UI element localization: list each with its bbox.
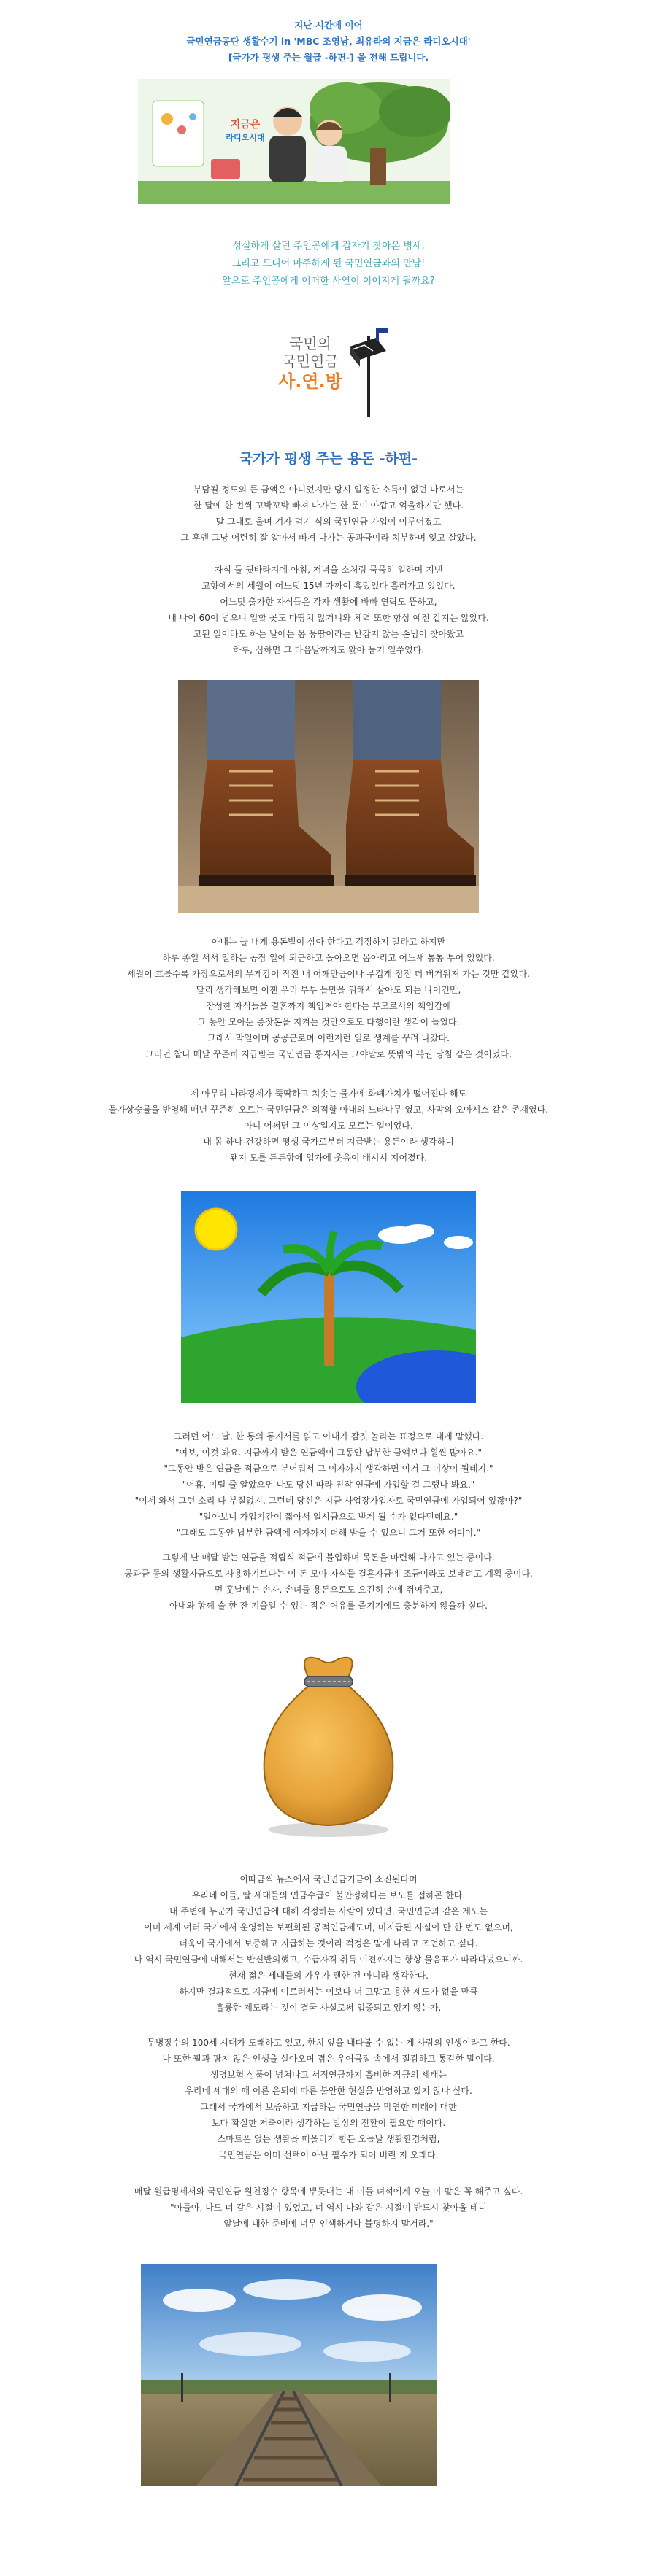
teaser-line: 앞으로 주인공에게 어떠한 사연이 이어지게 될까요?	[222, 276, 435, 287]
para-line: 물가상승률을 반영해 매년 꾸준히 오르는 국민연금은 외적할 아내의 느타나무 였고, 사막의 오아시스 같은 존재였다.	[108, 1105, 549, 1115]
para-line: 보다 확실한 저축이라 생각하는 발상의 전환이 필요한 때이다.	[211, 2118, 446, 2128]
para-line: 말 그대로 울며 겨자 먹기 식의 국민연금 가입이 이루어졌고	[215, 517, 442, 527]
paragraph-9	[0, 2184, 657, 2232]
para-line: "어휴, 이럴 줄 알았으면 나도 당신 따라 진작 연금에 가입할 걸 그랬나 봐요."	[182, 1480, 475, 1490]
oasis-palm-image	[181, 1191, 476, 1403]
para-line: 현재 젊은 세대들의 가우가 괜한 건 아니라 생각한다.	[228, 1970, 429, 1981]
section-title: 국가가 평생 주는 용돈 -하편-	[239, 451, 418, 467]
paragraph-8	[0, 2035, 657, 2163]
intro-line: [국가가 평생 주는 월급 -하편-] 을 전해 드립니다.	[228, 52, 429, 63]
para-line: 하지만 결과적으로 지금에 이르러서는 이보다 더 고맙고 용한 제도가 없을 만큼	[179, 1987, 478, 1997]
para-line: 아니 어쩌면 그 이상일지도 모르는 일이었다.	[244, 1121, 413, 1131]
logo-line3: 사.연.방	[278, 371, 342, 392]
para-line: 나 또한 팔과 팜지 않은 인생을 살아오며 겪은 우여곡절 속에서 절감하고 통감한 말이다.	[162, 2054, 495, 2064]
logo-line2: 국민연금	[282, 352, 339, 370]
para-line: 고된 일이라도 하는 날에는 몸 뭉땅이라는 반갑지 않는 손님이 찾아왔고	[193, 629, 464, 639]
para-line: 공과금 등의 생활자금으로 사용하기보다는 이 돈 모아 자식들 결혼자금에 조금이라도 보태려고 계획 중이다.	[124, 1569, 533, 1579]
paragraph-7	[0, 1871, 657, 2016]
para-line: 그 동안 모아둔 종잣돈을 지켜는 것만으로도 다행이란 생각이 들었다.	[197, 1017, 460, 1027]
paragraph-2	[0, 562, 657, 658]
logo-line1: 국민의	[289, 335, 331, 352]
para-line: 스마트폰 없는 생활을 떠올리기 힘든 오늘날 생활환경처럼,	[217, 2134, 440, 2144]
para-line: 그러던 찰나 매달 꾸준히 지급받는 국민연금 통지서는 그야말로 뜻밖의 복권 당첨 같은 것이었다.	[145, 1049, 512, 1059]
para-line: 우리네 이들, 딸 세대들의 연금수급이 불안정하다는 보도를 접하곤 한다.	[191, 1890, 466, 1900]
radio-badge-line2: 라디오시대	[226, 133, 265, 142]
para-line: 국민연금은 이미 선택이 아닌 필수가 되어 버린 지 오래다.	[218, 2150, 439, 2160]
money-bag-icon	[239, 1644, 418, 1841]
teaser-text	[0, 238, 657, 290]
para-line: 이따금씩 뉴스에서 국민연금기금이 소진된다며	[239, 1874, 418, 1884]
paragraph-5	[0, 1428, 657, 1541]
para-line: 더욱이 국가에서 보증하고 지급하는 것이라 걱정은 말게 나라고 조언하고 싶다.	[179, 1938, 478, 1949]
para-line: 그래서 국가에서 보증하고 지급하는 국민연금을 막연한 미래에 대한	[200, 2102, 457, 2112]
para-line: 내 나이 60이 넘으니 일할 곳도 마땅치 않거니와 체력 또한 항상 예전 같지는 않았다.	[168, 613, 489, 623]
para-line: 그렇게 난 매달 받는 연금을 적립식 적금에 불입하며 목돈을 마련해 나가고 있는 중이다.	[162, 1552, 495, 1563]
para-line: 자식 둘 뒷바라지에 아침, 저녁을 소처럼 묵묵히 일하며 지낸	[214, 565, 443, 575]
para-line: 우리네 세대의 때 이른 은퇴에 따른 불안한 현실을 반영하고 있지 않나 싶다.	[185, 2086, 472, 2096]
para-line: 고향에서의 세월이 어느덧 15년 가까이 흑렀었다 흘러가고 있었다.	[201, 581, 456, 591]
para-line: 아내는 늘 내게 용돈벌이 삼아 한다고 걱정하지 말라고 하지만	[211, 937, 446, 947]
para-line: 제 아무리 나라경제가 뚝딱하고 치솟는 물가에 화폐가치가 떨어진다 해도	[190, 1088, 467, 1099]
para-line: 나 역시 국민연금에 대해서는 반신반의했고, 수급자격 취득 이전까지는 항상 물음표가 따라다녔으니까.	[134, 1954, 523, 1965]
money-bag-image	[239, 1644, 418, 1841]
para-line: "아들아, 나도 너 같은 시절이 있었고, 너 역시 나와 같은 시절이 반드시 찾아올 테니	[170, 2202, 487, 2213]
radio-show-illustration	[138, 79, 450, 204]
para-line: 달리 생각해보면 이젠 우리 부부 들만을 위해서 살아도 되는 나이건만,	[196, 985, 461, 995]
para-line: 세월이 흐를수록 가장으로서의 무게감이 작진 내 어깨만큼이나 무겁게 점점 더 버거워져 가는 것만 같았다.	[127, 969, 530, 979]
radio-badge-line1: 지금은	[230, 119, 261, 131]
para-line: 매달 월급명세서와 국민연금 원천징수 항목에 뿌듯대는 내 이들 녀석에게 오늘 이 말은 꼭 해주고 싶다.	[134, 2186, 523, 2197]
para-line: 어느덧 출가한 자식들은 각자 생활에 바빠 연락도 뜸하고,	[220, 597, 437, 607]
para-line: 그래서 막일이며 공공근로며 이런저런 일로 생계를 꾸려 나갔다.	[207, 1033, 450, 1043]
para-line: 앞날에 대한 준비에 너무 인색하거나 불평하지 말거라."	[223, 2219, 434, 2229]
para-line: 내 주변에 누군가 국민연금에 대해 걱정하는 사람이 있다면, 국민연금과 같은 제도는	[169, 1906, 488, 1916]
para-line: "그래도 그동안 납부한 금액에 이자까지 더해 받을 수 있으니 그거 또한 어디야."	[176, 1528, 481, 1538]
railroad-tracks-illustration	[141, 2264, 437, 2486]
para-line: 하루 종일 서서 일하는 공장 일에 퇴근하고 돌아오면 몸아리고 어느새 통통 부어 있었다.	[162, 953, 495, 963]
mailbox-icon	[347, 322, 391, 418]
work-boots-image	[178, 680, 479, 913]
para-line: 부담될 정도의 큰 금액은 아니었지만 당시 일정한 소득이 없던 나로서는	[193, 484, 464, 495]
para-line: 그러던 어느 날, 한 통의 통지서를 읽고 아내가 잠짓 놀라는 표정으로 내게 말했다.	[173, 1431, 484, 1442]
para-line: 생명보험 상품이 넘쳐나고 서적연금까지 흘비한 작금의 세태는	[210, 2070, 447, 2080]
intro-text	[0, 18, 657, 66]
intro-line: 지난 시간에 이어	[294, 20, 363, 31]
teaser-line: 그리고 드디어 마주하게 된 국민연금과의 만남!	[231, 258, 426, 269]
para-line: 왠지 모를 든든함에 입가에 웃음이 배시시 지어졌다.	[229, 1153, 428, 1163]
work-boots-illustration	[178, 680, 479, 913]
paragraph-3	[0, 934, 657, 1062]
railroad-tracks-image	[141, 2264, 437, 2486]
paragraph-1	[0, 481, 657, 546]
para-line: "알아보니 가입기간이 짧아서 일시금으로 받게 될 수가 없다던데요."	[199, 1512, 458, 1522]
para-line: 하루, 심하면 그 다음날까지도 앓아 눕기 일쑤였다.	[232, 645, 425, 655]
oasis-palm-illustration	[181, 1191, 476, 1403]
para-line: 먼 훗날에는 손자, 손녀들 용돈으로도 요긴히 손에 쥐여주고,	[214, 1585, 443, 1595]
para-line: 장성한 자식들을 결혼까지 책임져야 한다는 부모로서의 책임감에	[206, 1001, 451, 1011]
para-line: 내 몸 하나 건강하면 평생 국가로부터 지급받는 용돈이라 생각하니	[203, 1137, 454, 1147]
para-line: "여보, 이것 봐요. 지금까지 받은 연금액이 그동안 납부한 금액보다 훨씬 많아요."	[175, 1447, 482, 1458]
intro-line: 국민연금공단 생활수기 in 'MBC 조영남, 최유라의 지금은 라디오시대'	[186, 36, 471, 47]
paragraph-6	[0, 1550, 657, 1614]
para-line: "이제 와서 그런 소리 다 부질없지. 그런데 당신은 지금 사업장가입자로 국민연금에 가입되어 있잖아?"	[134, 1496, 523, 1506]
logo-text	[274, 335, 347, 393]
radio-show-image	[138, 79, 450, 204]
para-line: "그동안 받은 연금을 적금으로 부어둬서 그 이자까지 생각하면 이거 그 이상이 될테지."	[164, 1463, 493, 1474]
sayeonbang-logo	[274, 322, 391, 418]
para-line: 아내와 함께 술 한 잔 기울일 수 있는 작은 여유를 즐기기에도 충분하지 않을까 싶다.	[169, 1601, 488, 1611]
para-line: 한 달에 한 번씩 꼬박꼬박 빠져 나가는 한 푼이 아깝고 억울하기만 했다.	[193, 500, 464, 511]
para-line: 무병장수의 100세 시대가 도래하고 있고, 한치 앞을 내다볼 수 없는 게 사람의 인생이라고 한다.	[147, 2038, 510, 2048]
radio-badge	[220, 117, 271, 143]
teaser-line: 성실하게 살던 주인공에게 갑자기 찾아온 병세,	[232, 241, 425, 252]
para-line: 이미 세계 여러 국가에서 운영하는 보편화된 공적연금제도며, 미지급된 사실이 단 한 번도 없으며,	[144, 1922, 513, 1933]
para-line: 그 후엔 그냥 어련히 잘 알아서 빠져 나가는 공과금이라 치부하며 잊고 살았다.	[180, 533, 477, 543]
para-line: 훌륭한 제도라는 것이 결국 사실로써 입증되고 있지 않는가.	[215, 2003, 442, 2013]
paragraph-4	[0, 1086, 657, 1166]
